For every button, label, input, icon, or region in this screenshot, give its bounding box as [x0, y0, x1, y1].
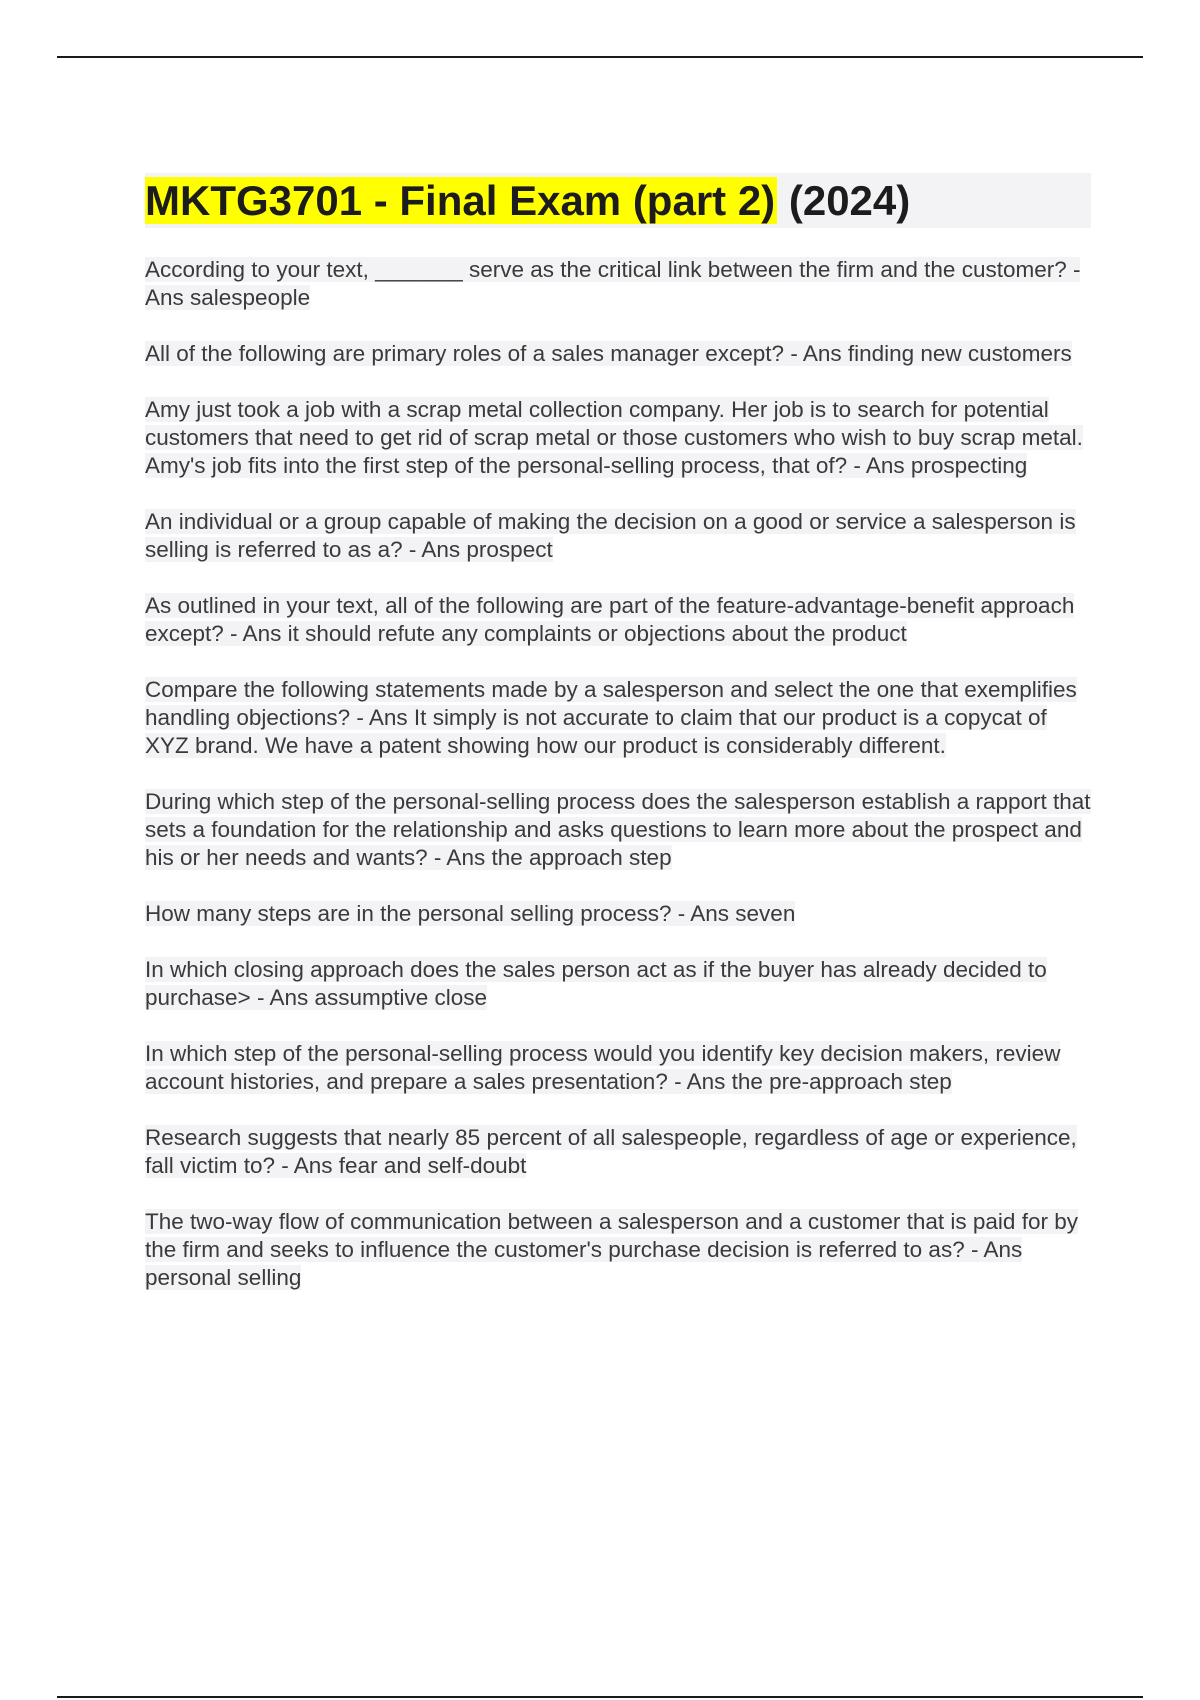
qa-text: The two-way flow of communication between a salesperson and a customer that is paid for by the firm and seeks to influence the customer's purchase decision is referred to as? - Ans personal selling	[145, 1209, 1078, 1290]
qa-item	[145, 592, 1091, 648]
top-rule	[57, 56, 1143, 58]
page-title	[145, 173, 910, 228]
qa-text: Amy just took a job with a scrap metal collection company. Her job is to search for potential customers that need to get rid of scrap metal or those customers who wish to buy scrap metal. Amy's job fits into the first step of the personal-selling process, that of? - Ans prospecting	[145, 397, 1083, 478]
qa-text: In which step of the personal-selling process would you identify key decision makers, review account histories, and prepare a sales presentation? - Ans the pre-approach step	[145, 1041, 1061, 1094]
bottom-rule	[57, 1696, 1143, 1698]
qa-text: An individual or a group capable of making the decision on a good or service a salesperson is selling is referred to as a? - Ans prospect	[145, 509, 1076, 562]
qa-text: According to your text, _______ serve as the critical link between the firm and the customer? - Ans salespeople	[145, 257, 1081, 310]
qa-list	[145, 256, 1091, 1320]
qa-item	[145, 788, 1091, 872]
qa-item	[145, 396, 1091, 480]
qa-text: Research suggests that nearly 85 percent of all salespeople, regardless of age or experience, fall victim to? - Ans fear and self-doubt	[145, 1125, 1077, 1178]
qa-item	[145, 676, 1091, 760]
qa-item	[145, 508, 1091, 564]
qa-item	[145, 1208, 1091, 1292]
qa-item	[145, 256, 1091, 312]
qa-text: In which closing approach does the sales person act as if the buyer has already decided to purchase> - Ans assumptive close	[145, 957, 1047, 1010]
title-year: (2024)	[788, 177, 911, 224]
qa-text: During which step of the personal-selling process does the salesperson establish a rapport that sets a foundation for the relationship and asks questions to learn more about the prospect and his or her needs and wants? - Ans the approach step	[145, 789, 1091, 870]
qa-item	[145, 1124, 1091, 1180]
title-highlight: MKTG3701 - Final Exam (part 2)	[145, 177, 776, 224]
qa-text: How many steps are in the personal selling process? - Ans seven	[145, 901, 796, 926]
qa-text: All of the following are primary roles of a sales manager except? - Ans finding new customers	[145, 341, 1072, 366]
qa-item	[145, 340, 1091, 368]
qa-item	[145, 900, 1091, 928]
qa-item	[145, 956, 1091, 1012]
qa-text: Compare the following statements made by a salesperson and select the one that exemplifies handling objections? - Ans It simply is not accurate to claim that our product is a copycat of XYZ brand. We have a patent showing how our product is considerably different.	[145, 677, 1077, 758]
qa-text: As outlined in your text, all of the following are part of the feature-advantage-benefit approach except? - Ans it should refute any complaints or objections about the product	[145, 593, 1075, 646]
qa-item	[145, 1040, 1091, 1096]
